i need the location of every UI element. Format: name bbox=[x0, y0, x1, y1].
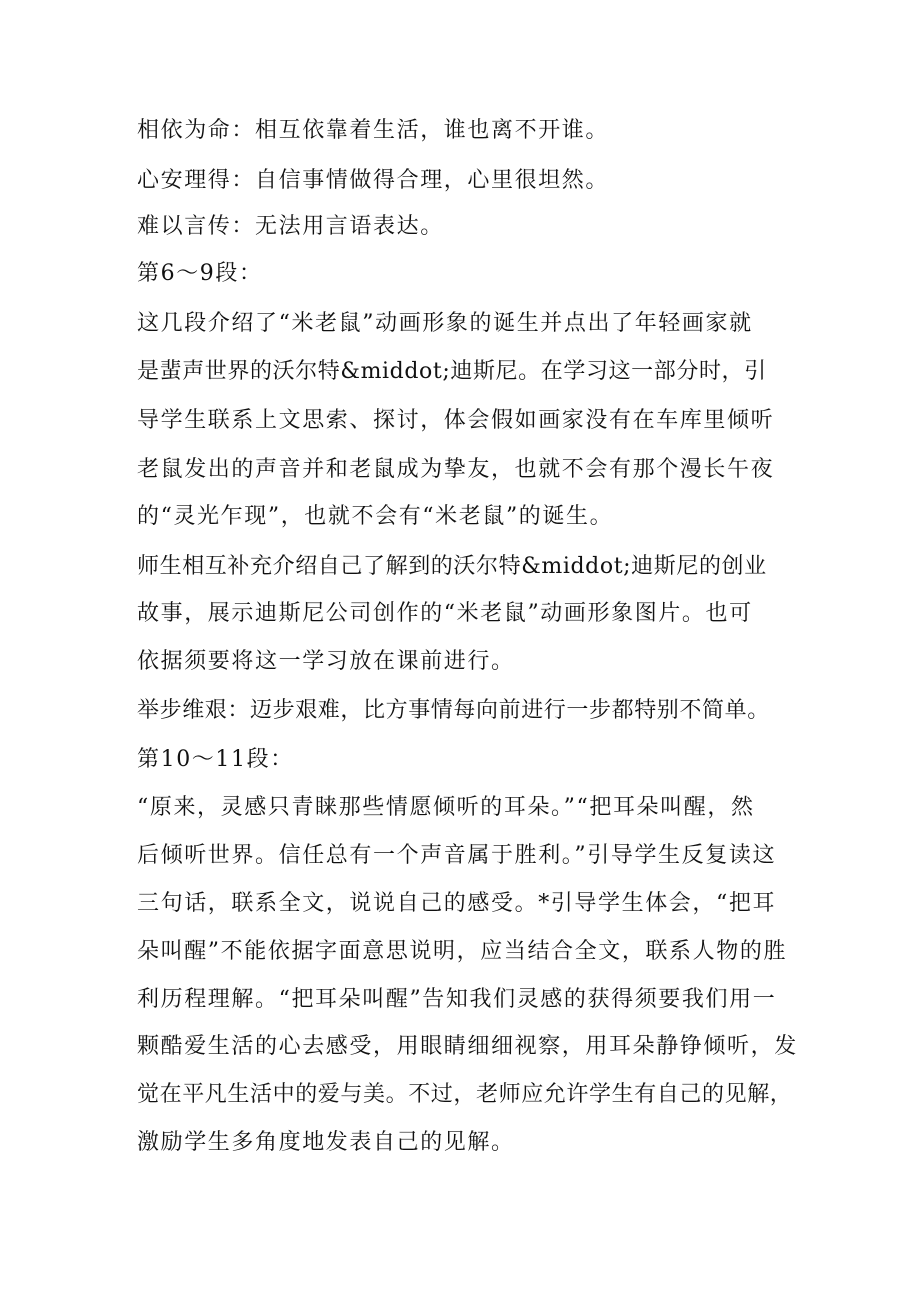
definition-line: 难以言传：无法用言语表达。 bbox=[137, 214, 444, 239]
paragraph-line: 导学生联系上文思索、探讨，体会假如画家没有在车库里倾听 bbox=[137, 408, 775, 433]
definition-line: 心安理得：自信事情做得合理，心里很坦然。 bbox=[137, 168, 610, 193]
definition-line: 相依为命：相互依靠着生活，谁也离不开谁。 bbox=[137, 118, 610, 143]
paragraph-line: 这几段介绍了“米老鼠”动画形象的诞生并点出了年轻画家就 bbox=[137, 311, 753, 336]
paragraph-line: 故事，展示迪斯尼公司创作的“米老鼠”动画形象图片。也可 bbox=[137, 601, 753, 626]
section-heading: 第6～9段： bbox=[137, 261, 263, 286]
paragraph-line: 颗酷爱生活的心去感受，用眼睛细细视察，用耳朵静铮倾听，发 bbox=[137, 1034, 798, 1059]
section-heading: 第10～11段： bbox=[137, 747, 294, 772]
paragraph-line: 的“灵光乍现”，也就不会有“米老鼠”的诞生。 bbox=[137, 504, 614, 529]
paragraph-line: 是蜚声世界的沃尔特&middot;迪斯尼。在学习这一部分时，引 bbox=[137, 359, 767, 384]
paragraph-line: 朵叫醒”不能依据字面意思说明，应当结合全文，联系人物的胜 bbox=[137, 939, 788, 964]
paragraph-line: 后倾听世界。信任总有一个声音属于胜利。”引导学生反复读这 bbox=[137, 843, 777, 868]
paragraph-line: 利历程理解。“把耳朵叫醒”告知我们灵感的获得须要我们用一 bbox=[137, 987, 777, 1012]
definition-line: 举步维艰：迈步艰难，比方事情每向前进行一步都特别不简单。 bbox=[137, 698, 770, 723]
paragraph-line: 三句话，联系全文，说说自己的感受。*引导学生体会，“把耳 bbox=[137, 891, 777, 916]
paragraph-line: 觉在平凡生活中的爱与美。不过，老师应允许学生有自己的见解， bbox=[137, 1082, 793, 1107]
paragraph-line: 依据须要将这一学习放在课前进行。 bbox=[137, 649, 515, 674]
paragraph-line: 老鼠发出的声音并和老鼠成为挚友，也就不会有那个漫长午夜 bbox=[137, 457, 775, 482]
paragraph-line: “原来，灵感只青睐那些情愿倾听的耳朵。”“把耳朵叫醒，然 bbox=[137, 795, 755, 820]
paragraph-line: 师生相互补充介绍自己了解到的沃尔特&middot;迪斯尼的创业 bbox=[137, 554, 767, 579]
paragraph-line: 激励学生多角度地发表自己的见解。 bbox=[137, 1130, 515, 1155]
